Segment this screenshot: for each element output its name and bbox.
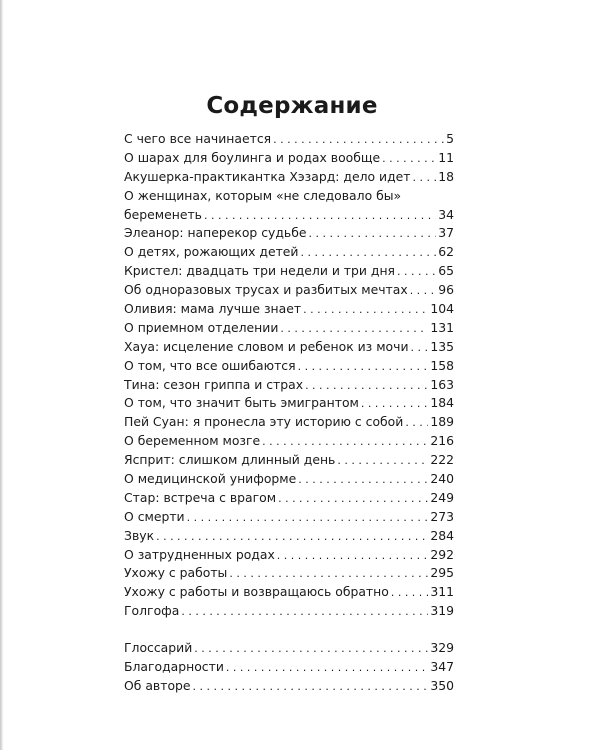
toc-entry-title: О том, что все ошибаются — [124, 357, 296, 373]
toc-entry-title: Благодарности — [124, 659, 224, 675]
toc-entry-title: О детях, рожающих детей — [124, 244, 299, 260]
toc-entry-page: 189 — [430, 414, 454, 430]
toc-entry-page: 329 — [430, 640, 454, 656]
toc-entry — [124, 300, 454, 319]
toc-entry — [124, 168, 454, 187]
toc-entry-page: 62 — [438, 244, 454, 260]
toc-entry — [124, 130, 454, 149]
dot-leader — [397, 263, 436, 282]
toc-entry — [124, 489, 454, 508]
toc-entry — [124, 546, 454, 565]
toc-entry-page: 292 — [430, 546, 454, 562]
toc-entry — [124, 357, 454, 376]
dot-leader — [300, 244, 436, 263]
toc-entry-page: 96 — [438, 282, 454, 298]
toc-entry-title: Об одноразовых трусах и разбитых мечтах — [124, 282, 408, 298]
toc-entry — [124, 508, 454, 527]
toc-entry-page: 11 — [438, 149, 454, 165]
toc-entry — [124, 394, 454, 413]
toc-entry — [124, 206, 454, 225]
toc-entry — [124, 451, 454, 470]
toc-entry — [124, 602, 454, 621]
toc-entry-title: Ухожу с работы и возвращаюсь обратно — [124, 584, 389, 600]
dot-leader — [391, 584, 429, 603]
toc-entry — [124, 262, 454, 281]
toc-entry-title: О затрудненных родах — [124, 546, 275, 562]
dot-leader — [226, 659, 428, 678]
dot-leader — [303, 301, 428, 320]
toc-entry-page: 158 — [430, 357, 454, 373]
toc-entry-page: 319 — [430, 603, 454, 619]
section-spacer — [124, 621, 454, 639]
dot-leader — [411, 339, 429, 358]
toc-entry-title: О беременном мозге — [124, 433, 261, 449]
dot-leader — [410, 282, 437, 301]
toc-chapter-list — [124, 130, 454, 696]
toc-entry-title: Оливия: мама лучше знает — [124, 301, 302, 317]
toc-entry — [124, 281, 454, 300]
toc-entry — [124, 224, 454, 243]
toc-entry-title: Стар: встреча с врагом — [124, 489, 277, 505]
dot-leader — [187, 509, 429, 528]
toc-entry-title: Кристел: двадцать три недели и три дня — [124, 263, 396, 279]
table-of-contents — [124, 92, 454, 696]
toc-entry-title: Голгофа — [124, 603, 180, 619]
toc-entry-page: 240 — [430, 471, 454, 487]
toc-entry — [124, 243, 454, 262]
dot-leader — [181, 603, 428, 622]
page-edge-shadow — [0, 0, 3, 750]
toc-entry — [124, 319, 454, 338]
toc-entry-title: Тина: сезон гриппа и страх — [124, 376, 304, 392]
dot-leader — [229, 565, 428, 584]
toc-entry — [124, 376, 454, 395]
dot-leader — [413, 169, 437, 188]
dot-leader — [273, 131, 444, 150]
toc-entry-page: 222 — [430, 452, 454, 468]
dot-leader — [262, 433, 428, 452]
toc-title: Содержание — [206, 93, 378, 119]
toc-entry — [124, 338, 454, 357]
toc-entry-page: 34 — [438, 206, 454, 222]
toc-entry-page: 5 — [446, 131, 454, 146]
toc-entry-page: 135 — [430, 338, 454, 354]
toc-entry-page: 350 — [430, 677, 454, 693]
toc-entry-title: беременеть — [124, 206, 202, 222]
toc-entry-title: Ясприт: слишком длинный день — [124, 452, 336, 468]
toc-entry — [124, 564, 454, 583]
dot-leader — [280, 320, 428, 339]
toc-entry-page: 163 — [430, 376, 454, 392]
toc-entry-page: 131 — [430, 319, 454, 335]
toc-entry — [124, 149, 454, 168]
toc-back-matter-entry — [124, 658, 454, 677]
toc-entry — [124, 413, 454, 432]
dot-leader — [156, 528, 428, 547]
toc-entry-title: О приемном отделении — [124, 319, 279, 335]
toc-entry-title: Хауа: исцеление словом и ребенок из мочи — [124, 338, 409, 354]
dot-leader — [194, 640, 428, 659]
toc-entry-page: 273 — [430, 508, 454, 524]
dot-leader — [405, 414, 428, 433]
dot-leader — [361, 395, 428, 414]
toc-entry-page: 295 — [430, 565, 454, 581]
dot-leader — [305, 377, 428, 396]
dot-leader — [298, 471, 428, 490]
toc-entry-page: 347 — [430, 659, 454, 675]
toc-entry-title: Ухожу с работы — [124, 565, 228, 581]
toc-entry — [124, 432, 454, 451]
toc-entry-page: 249 — [430, 489, 454, 505]
dot-leader — [309, 225, 437, 244]
toc-entry — [124, 470, 454, 489]
toc-entry — [124, 583, 454, 602]
toc-entry-title: С чего все начинается — [124, 131, 272, 146]
toc-entry-title: Звук — [124, 527, 155, 543]
toc-entry-title: О медицинской униформе — [124, 471, 297, 487]
dot-leader — [298, 358, 429, 377]
toc-entry-title: Об авторе — [124, 677, 191, 693]
dot-leader — [204, 207, 436, 226]
toc-back-matter-entry — [124, 677, 454, 696]
toc-entry-page: 311 — [430, 584, 454, 600]
dot-leader — [277, 547, 429, 566]
toc-entry-page: 216 — [430, 433, 454, 449]
toc-entry-title: О том, что значит быть эмигрантом — [124, 395, 359, 411]
toc-entry — [124, 527, 454, 546]
toc-entry-title: Глоссарий — [124, 640, 193, 656]
toc-entry-title: Акушерка-практикантка Хэзард: дело идет — [124, 168, 411, 184]
toc-entry-page: 104 — [430, 301, 454, 317]
toc-entry-title: Элеанор: наперекор судьбе — [124, 225, 307, 241]
toc-entry-page: 184 — [430, 395, 454, 411]
toc-entry-page: 37 — [438, 225, 454, 241]
dot-leader — [193, 678, 429, 697]
toc-entry-page: 65 — [438, 263, 454, 279]
toc-back-matter-entry — [124, 639, 454, 658]
toc-entry-page: 284 — [430, 527, 454, 543]
toc-entry-page: 18 — [438, 168, 454, 184]
toc-entry-title-line1: О женщинах, которым «не следовало бы» — [124, 187, 402, 203]
dot-leader — [337, 452, 428, 471]
dot-leader — [382, 150, 436, 169]
toc-entry-title: О смерти — [124, 508, 185, 524]
toc-entry-title: О шарах для боулинга и родах вообще — [124, 149, 381, 165]
dot-leader — [278, 490, 428, 509]
toc-entry-title: Пей Суан: я пронесла эту историю с собой — [124, 414, 404, 430]
